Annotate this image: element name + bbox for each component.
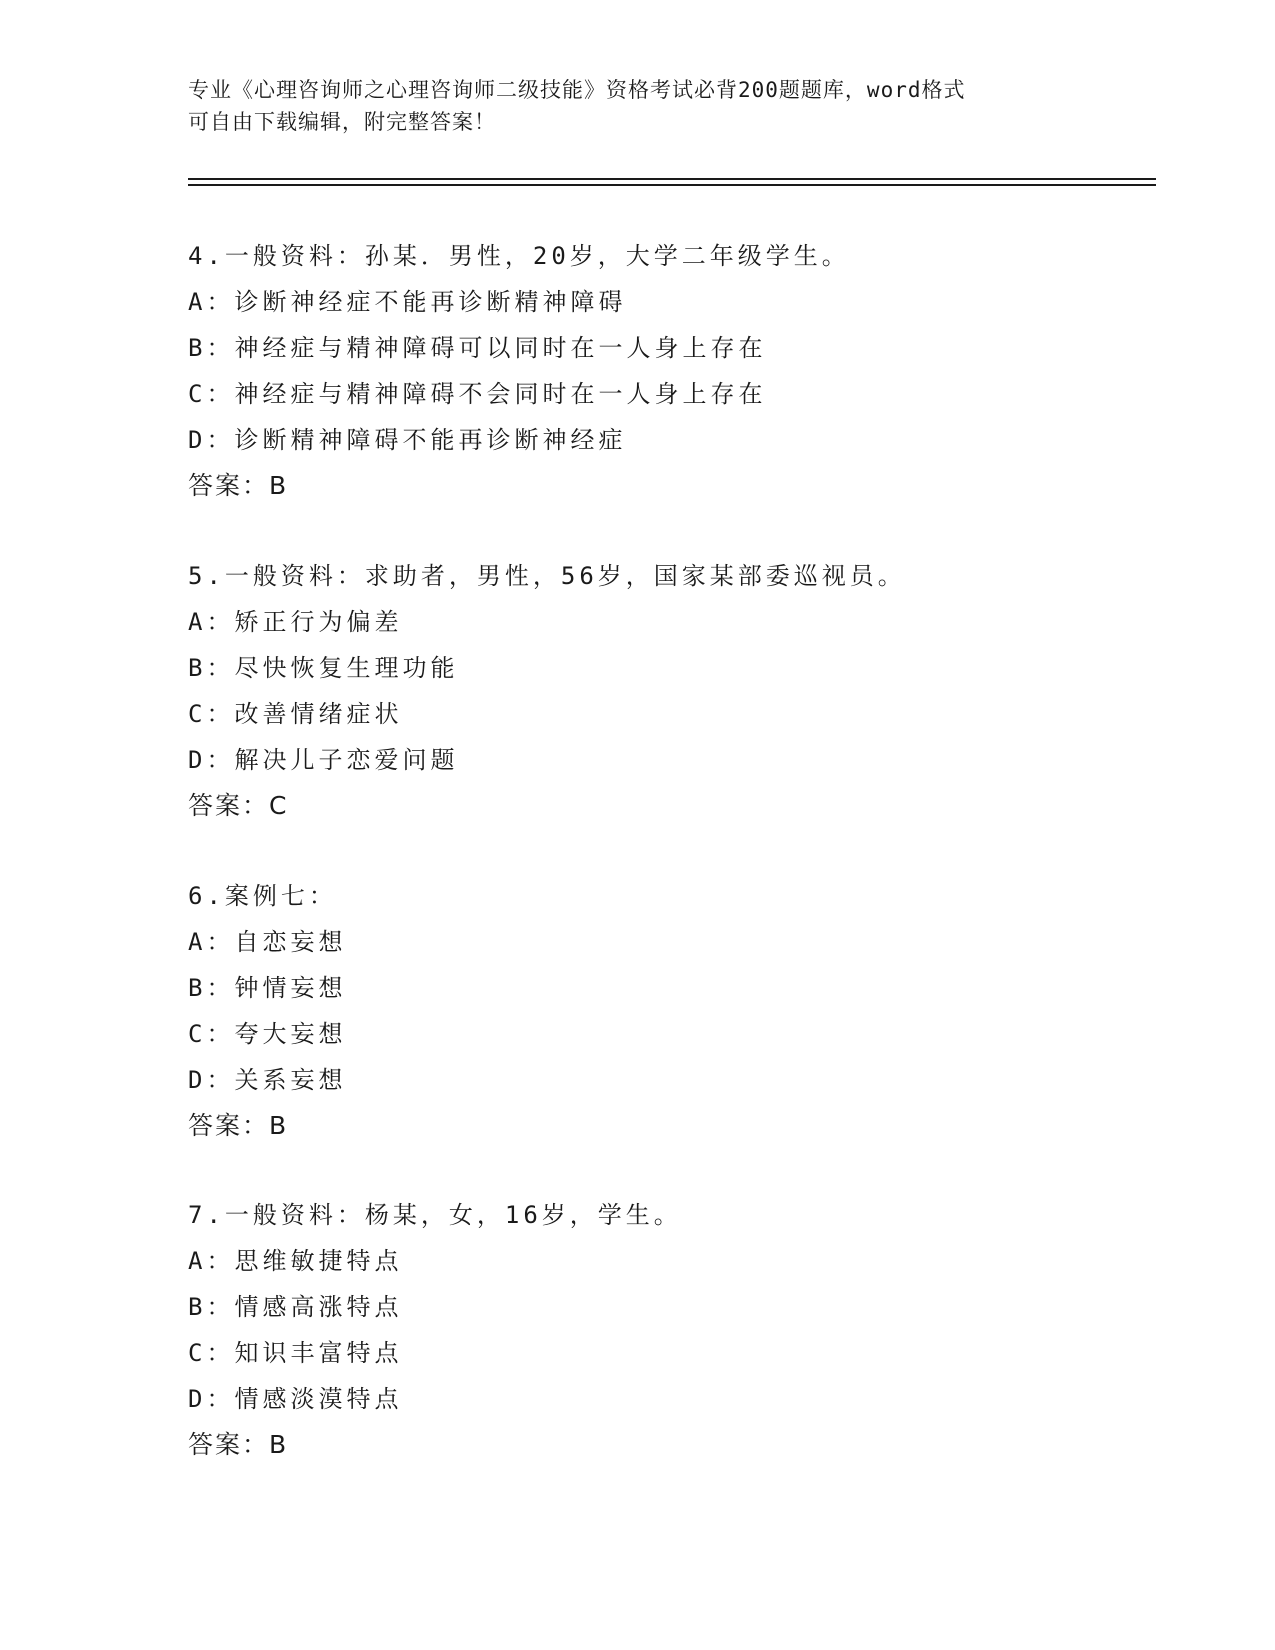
option-d: D：诊断精神障碍不能再诊断神经症 — [188, 426, 627, 454]
option-b: B：钟情妄想 — [188, 974, 347, 1002]
option-c: C：神经症与精神障碍不会同时在一人身上存在 — [188, 380, 767, 408]
option-b: B：情感高涨特点 — [188, 1293, 403, 1321]
option-d: D：关系妄想 — [188, 1066, 347, 1094]
question-block — [188, 1192, 1148, 1468]
option-d: D：解决儿子恋爱问题 — [188, 746, 459, 774]
question-stem: 5.一般资料：求助者，男性，56岁，国家某部委巡视员。 — [188, 562, 906, 590]
answer-line: 答案：B — [188, 1430, 289, 1459]
question-stem: 4.一般资料：孙某．男性，20岁，大学二年级学生。 — [188, 242, 850, 270]
option-b: B：尽快恢复生理功能 — [188, 654, 459, 682]
question-block — [188, 233, 1148, 509]
header-line-1: 专业《心理咨询师之心理咨询师二级技能》资格考试必背200题题库，word格式 — [188, 78, 966, 102]
question-block — [188, 553, 1148, 829]
header-divider-top — [188, 178, 1156, 180]
option-c: C：改善情绪症状 — [188, 700, 403, 728]
answer-line: 答案：C — [188, 791, 289, 820]
header-line-2: 可自由下载编辑，附完整答案！ — [188, 110, 496, 134]
header-divider-bottom — [188, 184, 1156, 186]
question-stem: 6.案例七： — [188, 882, 337, 910]
option-c: C：夸大妄想 — [188, 1020, 347, 1048]
option-c: C：知识丰富特点 — [188, 1339, 403, 1367]
document-header — [188, 74, 1068, 138]
option-a: A：矫正行为偏差 — [188, 608, 403, 636]
option-d: D：情感淡漠特点 — [188, 1385, 403, 1413]
answer-line: 答案：B — [188, 1111, 289, 1140]
option-a: A：诊断神经症不能再诊断精神障碍 — [188, 288, 627, 316]
option-a: A：自恋妄想 — [188, 928, 347, 956]
question-stem: 7.一般资料：杨某，女，16岁，学生。 — [188, 1201, 682, 1229]
answer-line: 答案：B — [188, 471, 289, 500]
option-b: B：神经症与精神障碍可以同时在一人身上存在 — [188, 334, 767, 362]
question-block — [188, 873, 1148, 1149]
option-a: A：思维敏捷特点 — [188, 1247, 403, 1275]
